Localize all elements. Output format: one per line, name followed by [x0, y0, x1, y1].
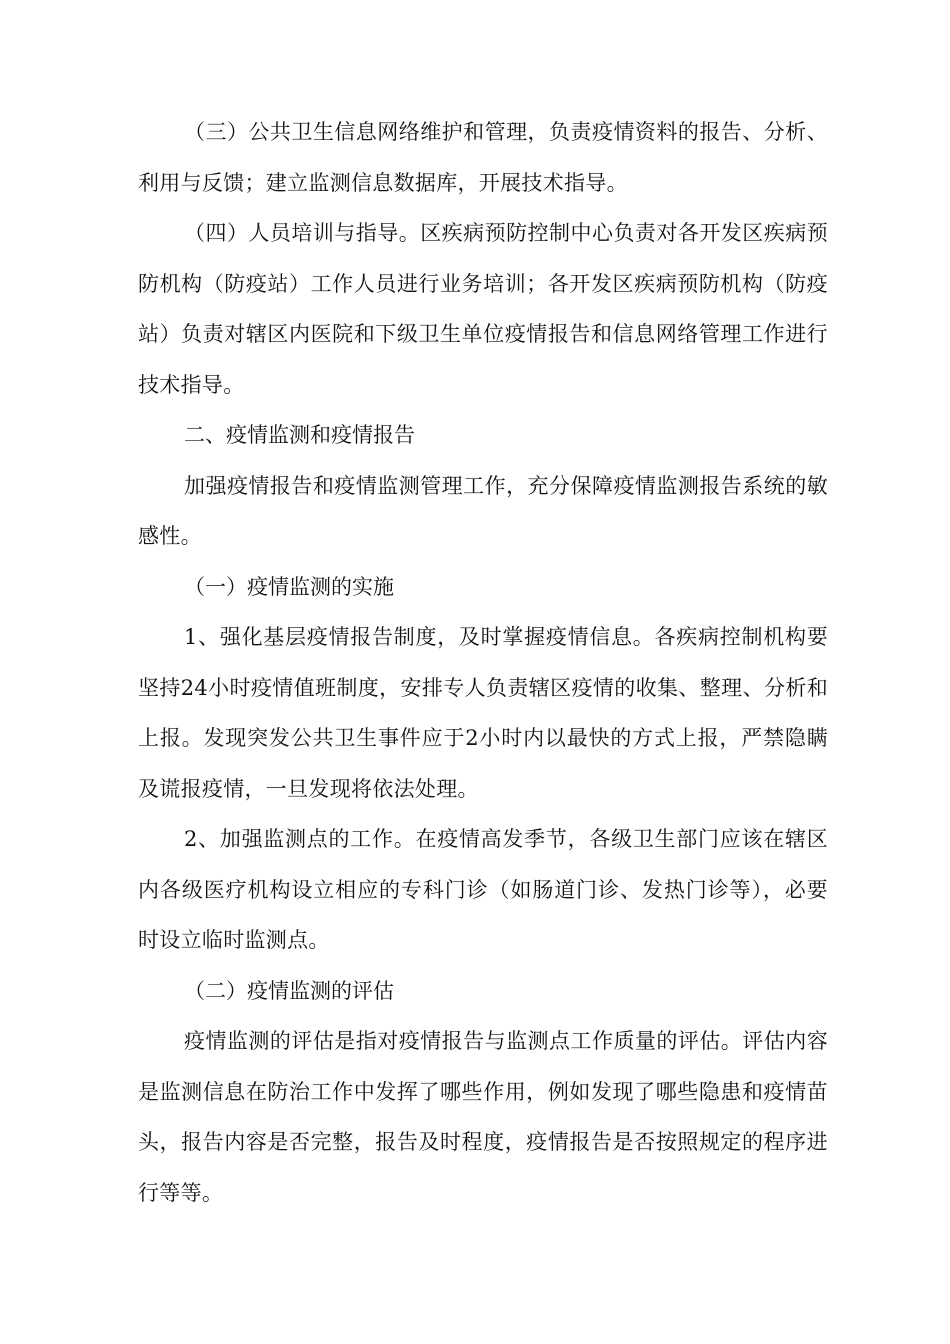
subheading-evaluation: （二）疫情监测的评估: [184, 978, 394, 1003]
paragraph-training: （四）人员培训与指导。区疾病预防控制中心负责对各开发区疾病预防机构（防疫站）工作人员进行业务培训；各开发区疾病预防机构（防疫站）负责对辖区内医院和下级卫生单位疫情报告和信息网络管理工作进行技术指导。: [138, 221, 828, 397]
paragraph-strengthen-reporting: 加强疫情报告和疫情监测管理工作，充分保障疫情监测报告系统的敏感性。: [138, 473, 828, 548]
document-body: [138, 107, 828, 1218]
section-heading-monitoring-reporting: 二、疫情监测和疫情报告: [184, 423, 415, 447]
subheading-implementation: （一）疫情监测的实施: [184, 574, 394, 599]
paragraph-item-2: 2、加强监测点的工作。在疫情高发季节，各级卫生部门应该在辖区内各级医疗机构设立相应的专科门诊（如肠道门诊、发热门诊等），必要时设立临时监测点。: [138, 827, 828, 952]
paragraph-item-1: 1、强化基层疫情报告制度，及时掌握疫情信息。各疾病控制机构要坚持24小时疫情值班制度，安排专人负责辖区疫情的收集、整理、分析和上报。发现突发公共卫生事件应于2小时内以最快的方式上报，严禁隐瞒及谎报疫情，一旦发现将依法处理。: [138, 625, 828, 801]
paragraph-evaluation: 疫情监测的评估是指对疫情报告与监测点工作质量的评估。评估内容是监测信息在防治工作中发挥了哪些作用，例如发现了哪些隐患和疫情苗头，报告内容是否完整，报告及时程度，疫情报告是否按照规定的程序进行等等。: [138, 1029, 828, 1205]
paragraph-network-management: （三）公共卫生信息网络维护和管理，负责疫情资料的报告、分析、利用与反馈；建立监测信息数据库，开展技术指导。: [138, 120, 828, 195]
